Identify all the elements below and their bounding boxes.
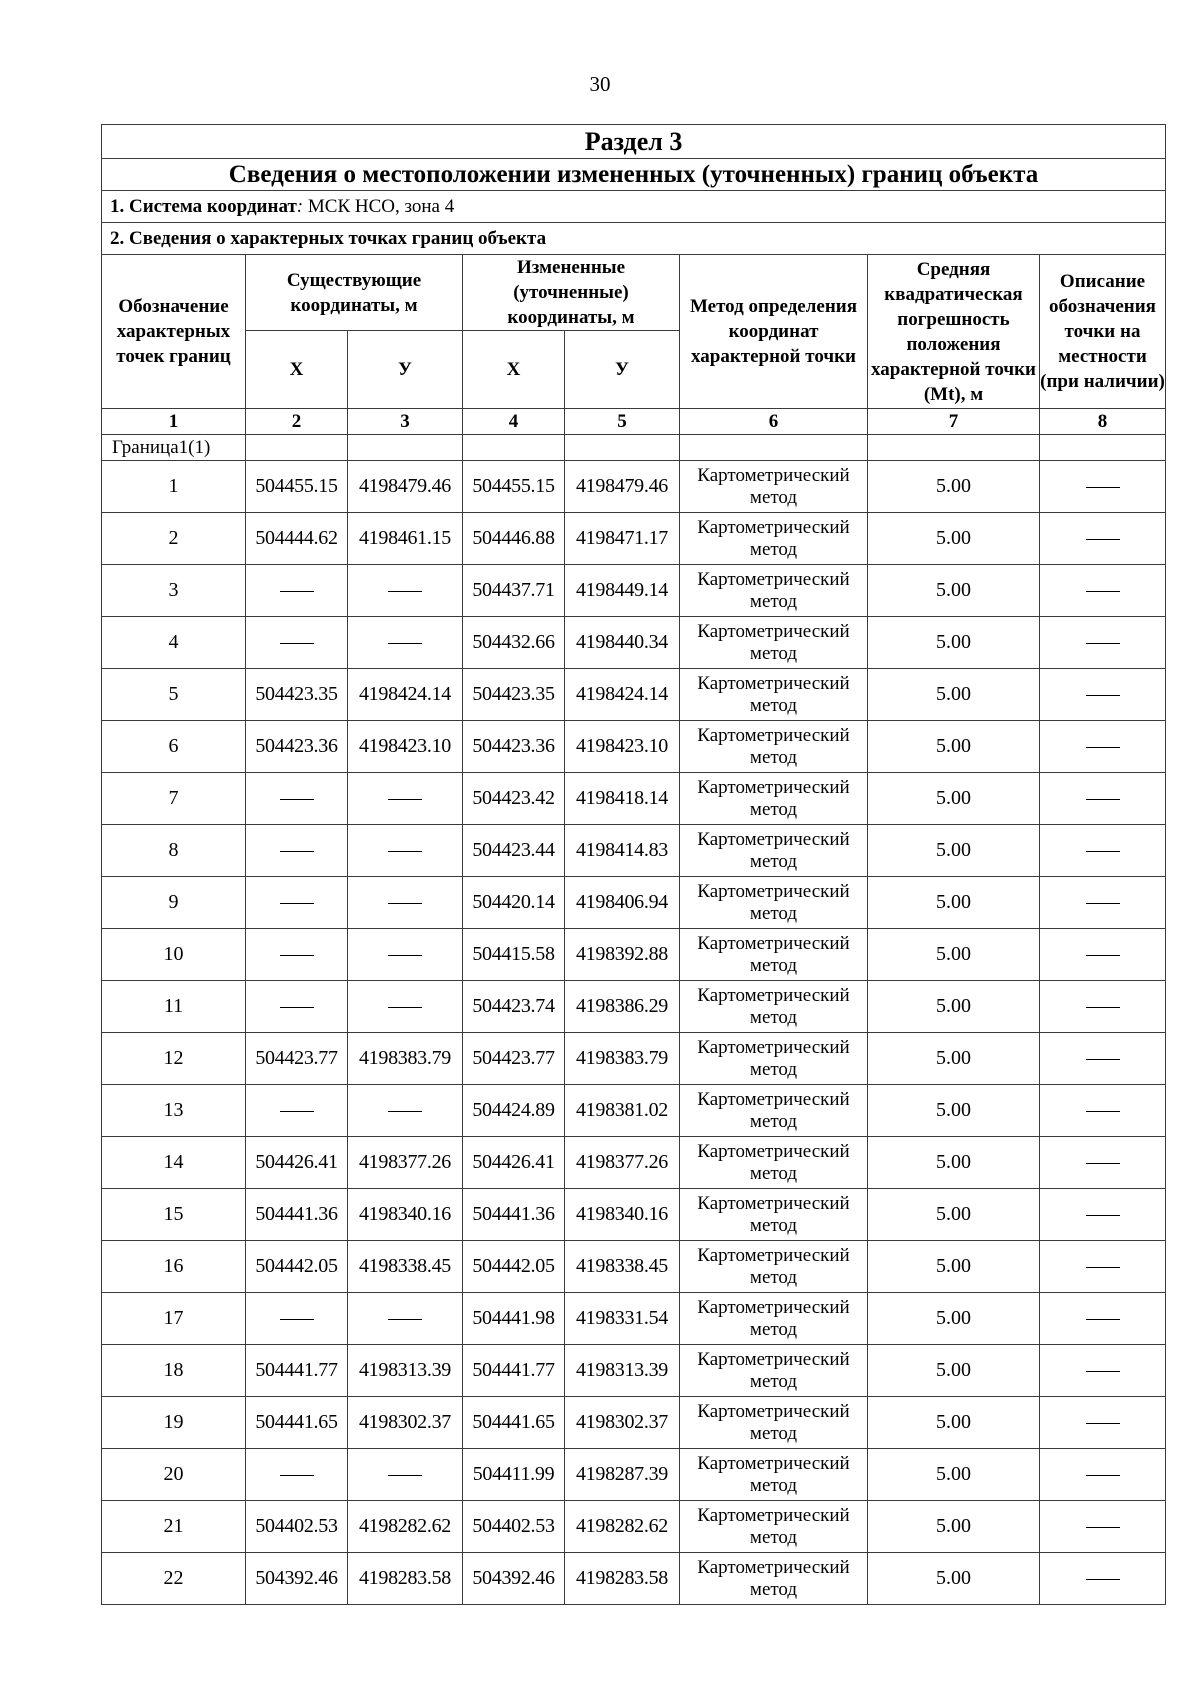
description: [1040, 1501, 1166, 1553]
point-number: 16: [102, 1241, 246, 1293]
changed-y: 4198377.26: [565, 1137, 680, 1189]
description: [1040, 565, 1166, 617]
method: Картометрический метод: [680, 669, 868, 721]
existing-y: [348, 1293, 463, 1345]
method: Картометрический метод: [680, 513, 868, 565]
coordinate-system-line: [102, 191, 1166, 223]
changed-x: 504455.15: [463, 461, 565, 513]
header-changed-x: Х: [463, 331, 565, 409]
existing-y: 4198283.58: [348, 1553, 463, 1605]
page-number: 30: [589, 72, 611, 96]
method: Картометрический метод: [680, 1189, 868, 1241]
method: Картометрический метод: [680, 1241, 868, 1293]
point-number: 22: [102, 1553, 246, 1605]
changed-x: 504423.35: [463, 669, 565, 721]
changed-y: 4198471.17: [565, 513, 680, 565]
error-value: 5.00: [868, 1189, 1040, 1241]
points-heading: 2. Сведения о характерных точках границ объекта: [102, 223, 1166, 255]
point-number: 9: [102, 877, 246, 929]
existing-y: [348, 617, 463, 669]
changed-y: 4198338.45: [565, 1241, 680, 1293]
header-method: Метод определения координат характерной точки: [680, 255, 868, 409]
existing-x: [246, 929, 348, 981]
existing-x: 504392.46: [246, 1553, 348, 1605]
existing-y: 4198302.37: [348, 1397, 463, 1449]
changed-y: 4198302.37: [565, 1397, 680, 1449]
method: Картометрический метод: [680, 877, 868, 929]
column-number: 4: [463, 409, 565, 435]
table-row: [102, 1345, 1166, 1397]
existing-x: 504455.15: [246, 461, 348, 513]
group-row: [102, 435, 1166, 461]
existing-x: 504444.62: [246, 513, 348, 565]
table-row: [102, 773, 1166, 825]
dash-mark: [280, 851, 314, 852]
existing-x: 504402.53: [246, 1501, 348, 1553]
error-value: 5.00: [868, 877, 1040, 929]
column-number: 5: [565, 409, 680, 435]
method: Картометрический метод: [680, 1449, 868, 1501]
changed-x: 504441.36: [463, 1189, 565, 1241]
empty-cell: [1040, 435, 1166, 461]
dash-mark: [388, 903, 422, 904]
column-numbers-row: [102, 409, 1166, 435]
point-number: 21: [102, 1501, 246, 1553]
description: [1040, 721, 1166, 773]
changed-x: 504441.98: [463, 1293, 565, 1345]
changed-y: 4198313.39: [565, 1345, 680, 1397]
point-number: 4: [102, 617, 246, 669]
existing-y: 4198424.14: [348, 669, 463, 721]
dash-mark: [388, 1007, 422, 1008]
changed-y: 4198340.16: [565, 1189, 680, 1241]
dash-mark: [1086, 591, 1120, 592]
changed-x: 504441.77: [463, 1345, 565, 1397]
dash-mark: [1086, 1319, 1120, 1320]
empty-cell: [565, 435, 680, 461]
existing-y: 4198377.26: [348, 1137, 463, 1189]
table-row: [102, 1553, 1166, 1605]
dash-mark: [388, 1475, 422, 1476]
changed-x: 504423.74: [463, 981, 565, 1033]
coordinate-system-label: 1. Система координат: [110, 196, 297, 217]
header-existing-coordinates: Существующие координаты, м: [246, 255, 463, 331]
changed-y: 4198381.02: [565, 1085, 680, 1137]
coordinate-system-value: МСК НСО, зона 4: [303, 196, 455, 217]
dash-mark: [1086, 539, 1120, 540]
existing-x: [246, 617, 348, 669]
header-designation: Обозначение характерных точек границ: [102, 255, 246, 409]
description: [1040, 1449, 1166, 1501]
dash-mark: [280, 1007, 314, 1008]
header-changed-y: У: [565, 331, 680, 409]
dash-mark: [280, 643, 314, 644]
column-number: 6: [680, 409, 868, 435]
description: [1040, 1293, 1166, 1345]
changed-y: 4198418.14: [565, 773, 680, 825]
dash-mark: [1086, 1007, 1120, 1008]
description: [1040, 773, 1166, 825]
error-value: 5.00: [868, 1085, 1040, 1137]
method: Картометрический метод: [680, 825, 868, 877]
changed-x: 504441.65: [463, 1397, 565, 1449]
dash-mark: [388, 1319, 422, 1320]
method: Картометрический метод: [680, 461, 868, 513]
point-number: 11: [102, 981, 246, 1033]
method: Картометрический метод: [680, 1345, 868, 1397]
error-value: 5.00: [868, 461, 1040, 513]
description: [1040, 1033, 1166, 1085]
existing-y: 4198338.45: [348, 1241, 463, 1293]
header-error: Средняя квадратическая погрешность положения характерной точки (Mt), м: [868, 255, 1040, 409]
dash-mark: [1086, 1527, 1120, 1528]
changed-x: 504442.05: [463, 1241, 565, 1293]
error-value: 5.00: [868, 773, 1040, 825]
changed-y: 4198386.29: [565, 981, 680, 1033]
group-label: Граница1(1): [102, 435, 246, 461]
column-number: 1: [102, 409, 246, 435]
error-value: 5.00: [868, 981, 1040, 1033]
changed-y: 4198287.39: [565, 1449, 680, 1501]
method: Картометрический метод: [680, 617, 868, 669]
description: [1040, 1345, 1166, 1397]
method: Картометрический метод: [680, 565, 868, 617]
existing-x: 504441.36: [246, 1189, 348, 1241]
changed-x: 504423.44: [463, 825, 565, 877]
table-row: [102, 1033, 1166, 1085]
table-row: [102, 617, 1166, 669]
dash-mark: [1086, 1371, 1120, 1372]
existing-y: 4198461.15: [348, 513, 463, 565]
changed-x: 504424.89: [463, 1085, 565, 1137]
empty-cell: [246, 435, 348, 461]
point-number: 15: [102, 1189, 246, 1241]
header-description: Описание обозначения точки на местности (при наличии): [1040, 255, 1166, 409]
empty-cell: [463, 435, 565, 461]
changed-y: 4198424.14: [565, 669, 680, 721]
header-existing-x: Х: [246, 331, 348, 409]
description: [1040, 1189, 1166, 1241]
column-number: 8: [1040, 409, 1166, 435]
coordinate-system-separator: :: [296, 196, 304, 217]
description: [1040, 929, 1166, 981]
header-existing-y: У: [348, 331, 463, 409]
dash-mark: [280, 903, 314, 904]
dash-mark: [280, 1475, 314, 1476]
table-row: [102, 721, 1166, 773]
dash-mark: [1086, 1111, 1120, 1112]
changed-x: 504423.36: [463, 721, 565, 773]
table-row: [102, 1501, 1166, 1553]
existing-x: 504441.77: [246, 1345, 348, 1397]
table-row: [102, 461, 1166, 513]
error-value: 5.00: [868, 513, 1040, 565]
changed-y: 4198449.14: [565, 565, 680, 617]
method: Картометрический метод: [680, 1137, 868, 1189]
description: [1040, 669, 1166, 721]
description: [1040, 1553, 1166, 1605]
table-row: [102, 565, 1166, 617]
description: [1040, 617, 1166, 669]
changed-x: 504446.88: [463, 513, 565, 565]
dash-mark: [1086, 1267, 1120, 1268]
error-value: 5.00: [868, 929, 1040, 981]
point-number: 19: [102, 1397, 246, 1449]
dash-mark: [1086, 1059, 1120, 1060]
changed-x: 504420.14: [463, 877, 565, 929]
changed-x: 504423.77: [463, 1033, 565, 1085]
dash-mark: [280, 591, 314, 592]
method: Картометрический метод: [680, 773, 868, 825]
description: [1040, 513, 1166, 565]
changed-y: 4198283.58: [565, 1553, 680, 1605]
existing-x: 504442.05: [246, 1241, 348, 1293]
description: [1040, 981, 1166, 1033]
changed-x: 504437.71: [463, 565, 565, 617]
existing-x: 504423.36: [246, 721, 348, 773]
error-value: 5.00: [868, 1553, 1040, 1605]
dash-mark: [1086, 851, 1120, 852]
existing-x: 504426.41: [246, 1137, 348, 1189]
dash-mark: [1086, 955, 1120, 956]
description: [1040, 1241, 1166, 1293]
method: Картометрический метод: [680, 1501, 868, 1553]
point-number: 3: [102, 565, 246, 617]
point-number: 8: [102, 825, 246, 877]
method: Картометрический метод: [680, 1293, 868, 1345]
error-value: 5.00: [868, 1137, 1040, 1189]
changed-x: 504432.66: [463, 617, 565, 669]
existing-y: [348, 981, 463, 1033]
existing-y: 4198340.16: [348, 1189, 463, 1241]
section-subtitle: Сведения о местоположении измененных (уточненных) границ объекта: [102, 159, 1166, 191]
error-value: 5.00: [868, 565, 1040, 617]
dash-mark: [388, 851, 422, 852]
column-number: 7: [868, 409, 1040, 435]
existing-y: [348, 773, 463, 825]
error-value: 5.00: [868, 669, 1040, 721]
description: [1040, 1397, 1166, 1449]
table-row: [102, 825, 1166, 877]
existing-x: [246, 773, 348, 825]
changed-x: 504402.53: [463, 1501, 565, 1553]
point-number: 10: [102, 929, 246, 981]
existing-x: 504423.35: [246, 669, 348, 721]
existing-x: [246, 877, 348, 929]
dash-mark: [388, 1111, 422, 1112]
error-value: 5.00: [868, 1501, 1040, 1553]
error-value: 5.00: [868, 1345, 1040, 1397]
empty-cell: [680, 435, 868, 461]
method: Картометрический метод: [680, 981, 868, 1033]
existing-x: [246, 825, 348, 877]
point-number: 2: [102, 513, 246, 565]
column-number: 3: [348, 409, 463, 435]
changed-y: 4198440.34: [565, 617, 680, 669]
existing-y: 4198313.39: [348, 1345, 463, 1397]
changed-x: 504423.42: [463, 773, 565, 825]
existing-x: [246, 1449, 348, 1501]
table-row: [102, 669, 1166, 721]
existing-x: 504441.65: [246, 1397, 348, 1449]
boundary-points-table: [101, 124, 1166, 1605]
method: Картометрический метод: [680, 1397, 868, 1449]
point-number: 17: [102, 1293, 246, 1345]
error-value: 5.00: [868, 1397, 1040, 1449]
dash-mark: [280, 1319, 314, 1320]
table-row: [102, 1189, 1166, 1241]
changed-y: 4198414.83: [565, 825, 680, 877]
error-value: 5.00: [868, 721, 1040, 773]
error-value: 5.00: [868, 825, 1040, 877]
table-row: [102, 981, 1166, 1033]
dash-mark: [280, 799, 314, 800]
existing-y: 4198282.62: [348, 1501, 463, 1553]
method: Картометрический метод: [680, 721, 868, 773]
method: Картометрический метод: [680, 1553, 868, 1605]
changed-y: 4198282.62: [565, 1501, 680, 1553]
existing-x: [246, 565, 348, 617]
existing-x: 504423.77: [246, 1033, 348, 1085]
description: [1040, 1137, 1166, 1189]
error-value: 5.00: [868, 1033, 1040, 1085]
dash-mark: [1086, 1215, 1120, 1216]
point-number: 18: [102, 1345, 246, 1397]
table-row: [102, 1397, 1166, 1449]
error-value: 5.00: [868, 1293, 1040, 1345]
description: [1040, 825, 1166, 877]
existing-y: [348, 877, 463, 929]
changed-y: 4198331.54: [565, 1293, 680, 1345]
existing-y: 4198479.46: [348, 461, 463, 513]
existing-x: [246, 1085, 348, 1137]
existing-x: [246, 981, 348, 1033]
dash-mark: [388, 955, 422, 956]
existing-y: [348, 1085, 463, 1137]
existing-x: [246, 1293, 348, 1345]
error-value: 5.00: [868, 617, 1040, 669]
changed-y: 4198479.46: [565, 461, 680, 513]
point-number: 6: [102, 721, 246, 773]
error-value: 5.00: [868, 1449, 1040, 1501]
point-number: 14: [102, 1137, 246, 1189]
changed-y: 4198392.88: [565, 929, 680, 981]
existing-y: [348, 929, 463, 981]
dash-mark: [388, 591, 422, 592]
table-row: [102, 1241, 1166, 1293]
section-title: Раздел 3: [102, 125, 1166, 159]
existing-y: [348, 825, 463, 877]
changed-y: 4198383.79: [565, 1033, 680, 1085]
dash-mark: [1086, 799, 1120, 800]
dash-mark: [1086, 487, 1120, 488]
header-changed-coordinates: Измененные (уточненные) координаты, м: [463, 255, 680, 331]
point-number: 7: [102, 773, 246, 825]
description: [1040, 1085, 1166, 1137]
column-number: 2: [246, 409, 348, 435]
table-row: [102, 877, 1166, 929]
point-number: 12: [102, 1033, 246, 1085]
dash-mark: [1086, 695, 1120, 696]
table-row: [102, 513, 1166, 565]
changed-x: 504411.99: [463, 1449, 565, 1501]
description: [1040, 877, 1166, 929]
dash-mark: [388, 799, 422, 800]
point-number: 13: [102, 1085, 246, 1137]
dash-mark: [1086, 643, 1120, 644]
dash-mark: [1086, 1579, 1120, 1580]
changed-x: 504415.58: [463, 929, 565, 981]
dash-mark: [1086, 747, 1120, 748]
method: Картометрический метод: [680, 1085, 868, 1137]
changed-x: 504392.46: [463, 1553, 565, 1605]
existing-y: 4198423.10: [348, 721, 463, 773]
changed-y: 4198423.10: [565, 721, 680, 773]
point-number: 1: [102, 461, 246, 513]
changed-x: 504426.41: [463, 1137, 565, 1189]
empty-cell: [868, 435, 1040, 461]
table-row: [102, 929, 1166, 981]
dash-mark: [1086, 1163, 1120, 1164]
changed-y: 4198406.94: [565, 877, 680, 929]
table-row: [102, 1085, 1166, 1137]
dash-mark: [1086, 1475, 1120, 1476]
dash-mark: [280, 955, 314, 956]
dash-mark: [388, 643, 422, 644]
description: [1040, 461, 1166, 513]
table-row: [102, 1137, 1166, 1189]
method: Картометрический метод: [680, 929, 868, 981]
empty-cell: [348, 435, 463, 461]
existing-y: [348, 565, 463, 617]
error-value: 5.00: [868, 1241, 1040, 1293]
table-row: [102, 1449, 1166, 1501]
dash-mark: [280, 1111, 314, 1112]
existing-y: [348, 1449, 463, 1501]
dash-mark: [1086, 1423, 1120, 1424]
existing-y: 4198383.79: [348, 1033, 463, 1085]
dash-mark: [1086, 903, 1120, 904]
method: Картометрический метод: [680, 1033, 868, 1085]
point-number: 20: [102, 1449, 246, 1501]
table-row: [102, 1293, 1166, 1345]
point-number: 5: [102, 669, 246, 721]
